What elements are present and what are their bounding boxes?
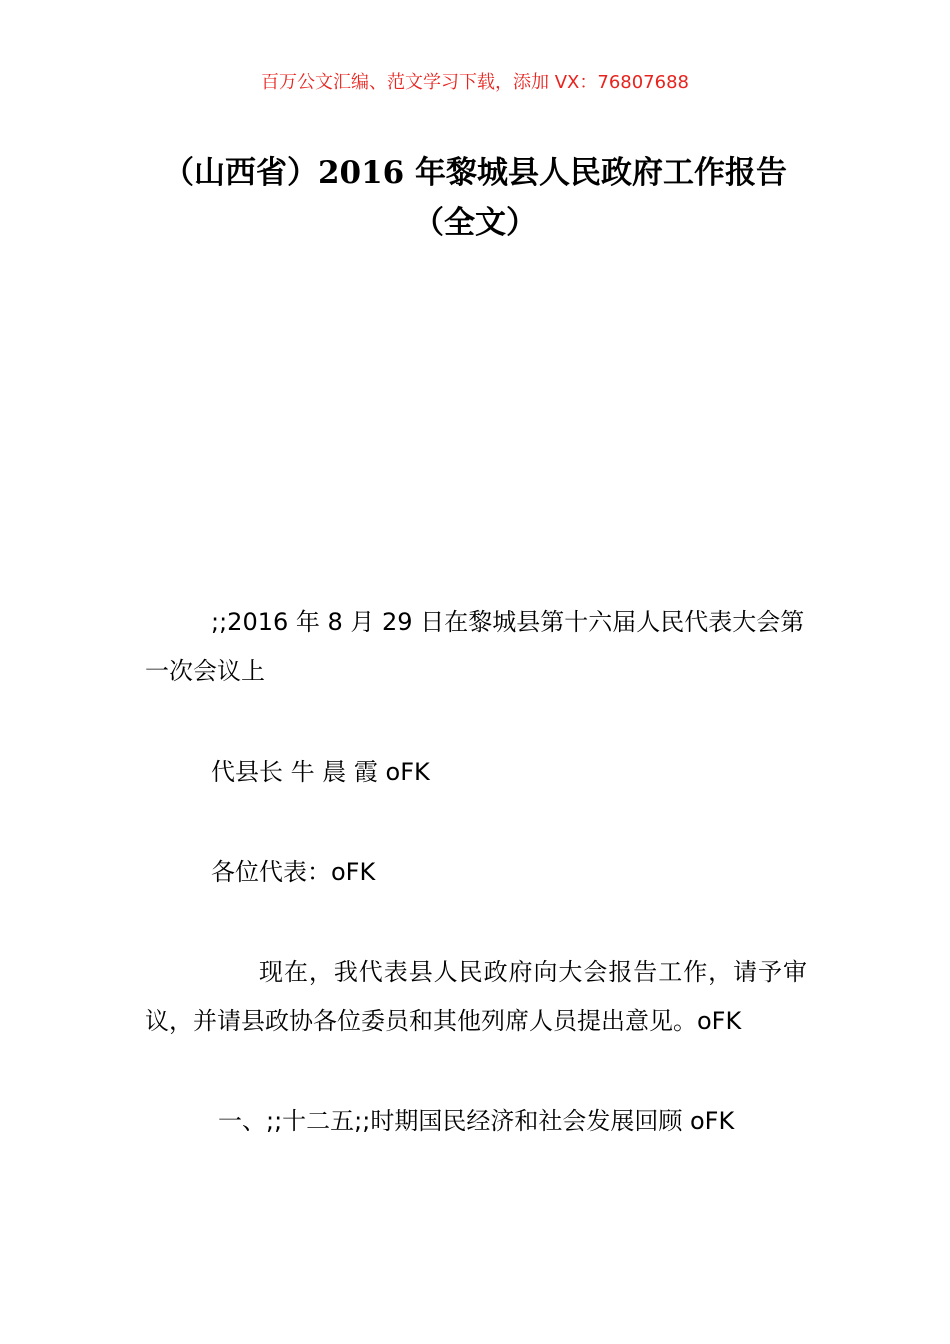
speaker-line: 代县长 牛 晨 霞 oFK xyxy=(211,758,430,786)
salutation-line: 各位代表：oFK xyxy=(211,858,376,886)
section-heading-1: 一、;;十二五;;时期国民经济和社会发展回顾 oFK xyxy=(218,1107,735,1135)
header-note: 百万公文汇编、范文学习下载，添加 VX：76807688 xyxy=(261,72,689,93)
meeting-paragraph: ;;2016 年 8 月 29 日在黎城县第十六届人民代表大会第一次会议上 xyxy=(145,608,805,685)
document-title: （山西省）2016 年黎城县人民政府工作报告（全文） xyxy=(162,155,788,241)
intro-paragraph: 现在，我代表县人民政府向大会报告工作，请予审议，并请县政协各位委员和其他列席人员提出意见。oFK xyxy=(145,958,807,1035)
